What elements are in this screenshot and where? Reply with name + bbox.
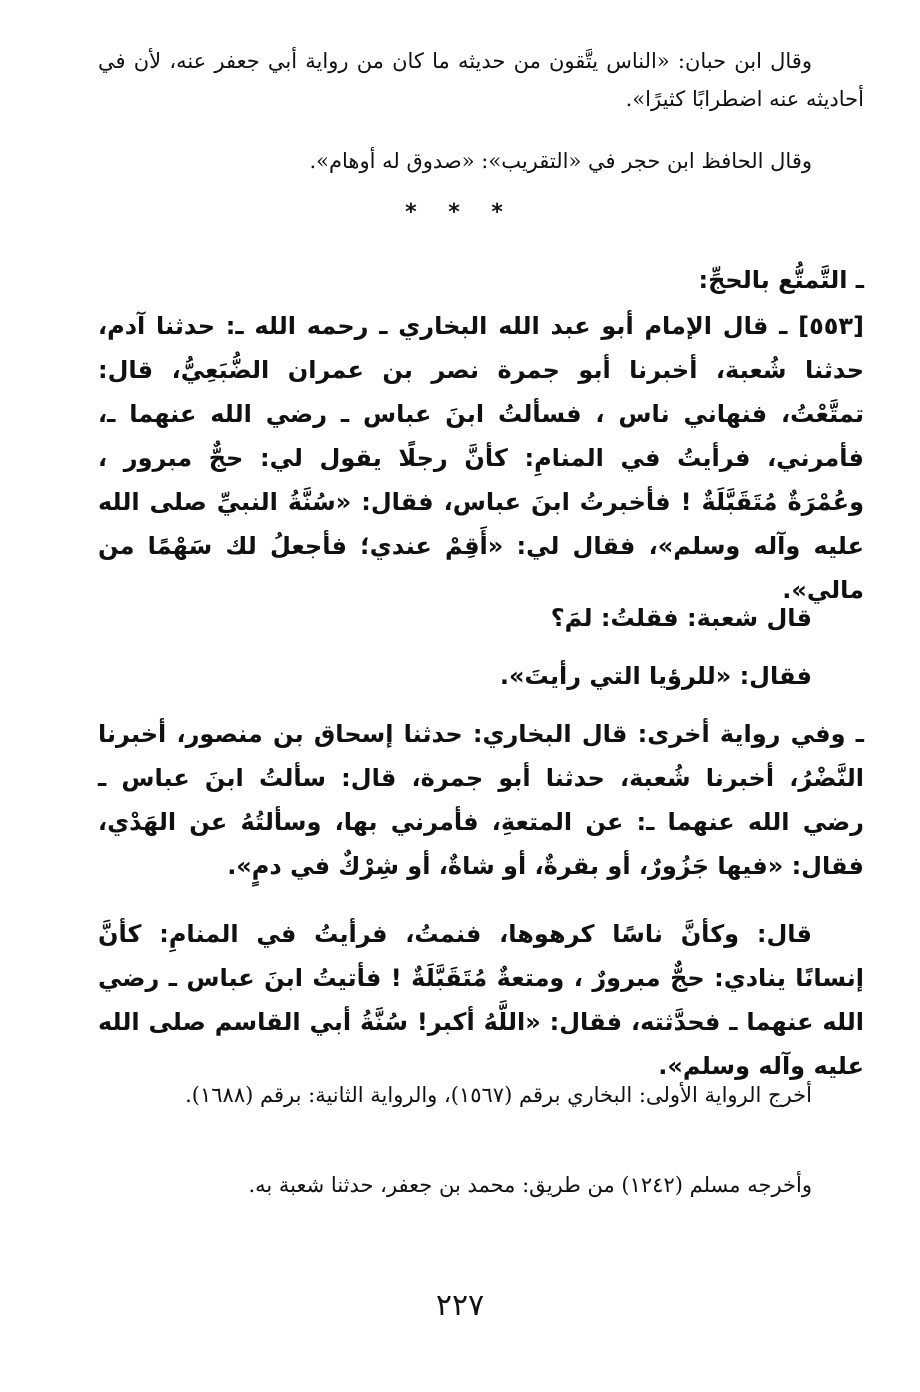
- takhrij-first: أخرج الرواية الأولى: البخاري برقم (١٥٦٧)، والرواية الثانية: برقم (١٦٨٨).: [185, 1083, 812, 1107]
- takhrij-second: وأخرجه مسلم (١٢٤٢) من طريق: محمد بن جعفر، حدثنا شعبة به.: [248, 1173, 812, 1197]
- shuba-question: قال شعبة: فقلتُ: لمَ؟: [550, 604, 812, 632]
- shuba-question-block: [98, 596, 864, 640]
- section-heading: ـ التَّمتُّع بالحجِّ:: [698, 266, 864, 294]
- dream-paragraph: قال: وكأنَّ ناسًا كرهوها، فنمتُ، فرأيتُ في المنامِ: كأنَّ إنسانًا ينادي: حجٌّ مبرورٌ ، ومتعةٌ مُتَقَبَّلَةٌ ! فأتيتُ ابنَ عباس ـ رضي الله عنهما ـ فحدَّثته، فقال: «اللَّهُ أكبر! سُنَّةُ أبي القاسم صلى الله عليه وآله وسلم».: [98, 920, 864, 1080]
- section-heading-block: [98, 258, 864, 302]
- other-narration-paragraph: ـ وفي رواية أخرى: قال البخاري: حدثنا إسحاق بن منصور، أخبرنا النَّضْرُ، أخبرنا شُعبة، حدثنا أبو جمرة، قال: سألتُ ابنَ عباس ـ رضي الله عنهما ـ: عن المتعةِ، فأمرني بها، وسألتُهُ عن الهَدْي، فقال: «فيها جَزُورٌ، أو بقرةٌ، أو شاةٌ، أو شِرْكٌ في دمٍ».: [98, 720, 864, 880]
- takhrij-second-block: [98, 1166, 864, 1204]
- paragraph-ibn-hajar: وقال الحافظ ابن حجر في «التقريب»: «صدوق له أوهام».: [309, 149, 812, 173]
- hadith-block: [98, 304, 864, 612]
- section-separator: * * *: [405, 200, 515, 225]
- page-number: ٢٢٧: [435, 1288, 485, 1323]
- ibn-hajar-paragraph: [98, 142, 864, 180]
- answer-paragraph: فقال: «للرؤيا التي رأيتَ».: [499, 662, 812, 690]
- answer-block: [98, 654, 864, 698]
- takhrij-first-block: [98, 1076, 864, 1114]
- paragraph-ibn-hibban: وقال ابن حبان: «الناس يتَّقون من حديثه ما كان من رواية أبي جعفر عنه، لأن في أحاديثه عنه اضطرابًا كثيرًا».: [98, 49, 864, 111]
- dream-block: [98, 912, 864, 1088]
- ibn-hibban-paragraph: [98, 42, 864, 118]
- hadith-553-paragraph: [٥٥٣] ـ قال الإمام أبو عبد الله البخاري ـ رحمه الله ـ: حدثنا آدم، حدثنا شُعبة، أخبرنا أبو جمرة نصر بن عمران الضُّبَعِيُّ، قال: تمتَّعْتُ، فنهاني ناس ، فسألتُ ابنَ عباس ـ رضي الله عنهما ـ، فأمرني، فرأيتُ في المنامِ: كأنَّ رجلًا يقول لي: حجٌّ مبرور ، وعُمْرَةٌ مُتَقَبَّلَةٌ ! فأخبرتُ ابنَ عباس، فقال: «سُنَّةُ النبيِّ صلى الله عليه وآله وسلم»، فقال لي: «أَقِمْ عندي؛ فأجعلُ لك سَهْمًا من مالي».: [98, 312, 864, 604]
- other-narration-block: [98, 712, 864, 888]
